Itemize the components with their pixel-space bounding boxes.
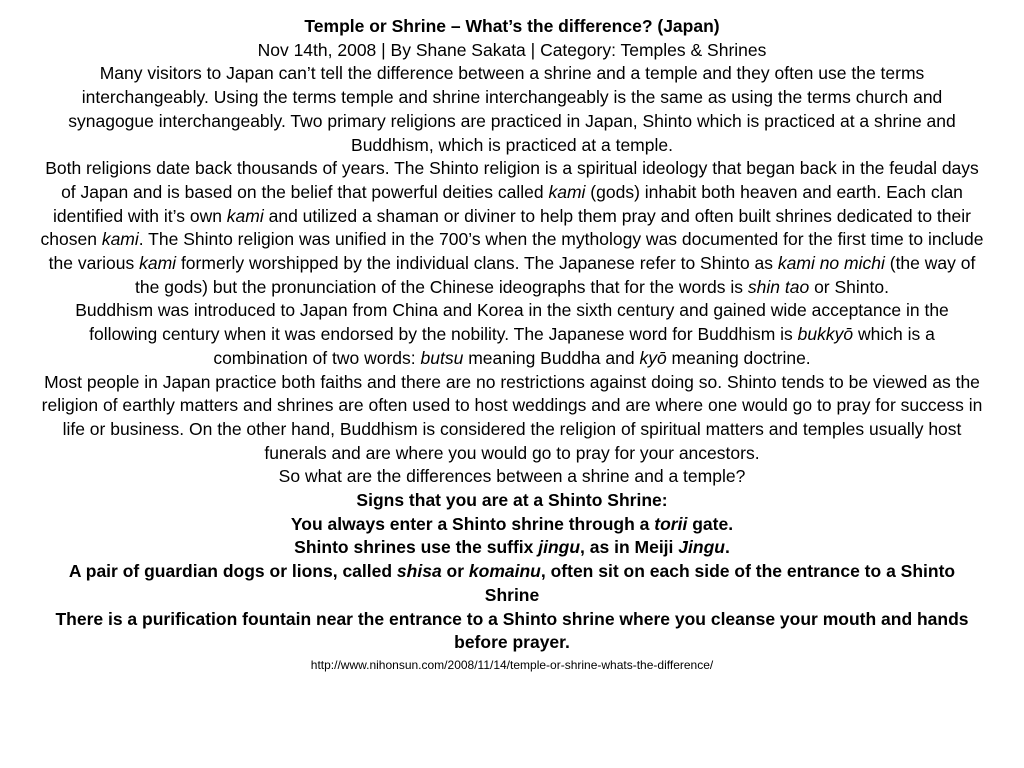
signs-heading: Signs that you are at a Shinto Shrine:	[356, 490, 668, 511]
sign-jingu: Shinto shrines use the suffix jingu, as in Meiji Jingu.	[294, 537, 730, 558]
question-line: So what are the differences between a shrine and a temple?	[278, 466, 746, 487]
article-title: Temple or Shrine – What’s the difference? (Japan)	[304, 16, 720, 36]
paragraph-intro: Many visitors to Japan can’t tell the difference between a shrine and a temple and they often use the terms interchangeably. Using the terms temple and shrine interchangeably is the same as using the terms church and synagogue interchangeably. Two primary religions are practiced in Japan, Shinto which is practiced at a shrine and Buddhism, which is practiced at a temple.	[68, 63, 956, 155]
source-link[interactable]: http://www.nihonsun.com/2008/11/14/temple-or-shrine-whats-the-difference/	[310, 657, 714, 672]
sign-purification: There is a purification fountain near the entrance to a Shinto shrine where you cleanse your mouth and hands before prayer.	[55, 608, 969, 653]
paragraph-both-faiths: Most people in Japan practice both faiths and there are no restrictions against doing so. Shinto tends to be viewed as the religion of earthly matters and shrines are often used to host weddings and are where one would go to pray for success in life or business. On the other hand, Buddhism is considered the religion of spiritual matters and temples usually host funerals and are where you would go to pray for your ancestors.	[41, 371, 983, 463]
sign-torii: You always enter a Shinto shrine through a torii gate.	[290, 513, 734, 534]
article-meta: Nov 14th, 2008 | By Shane Sakata | Category: Temples & Shrines	[257, 39, 767, 60]
paragraph-buddhism: Buddhism was introduced to Japan from China and Korea in the sixth century and gained wide acceptance in the following century when it was endorsed by the nobility. The Japanese word for Buddhism is bukkyō which is a combination of two words: butsu meaning Buddha and kyō meaning doctrine.	[75, 300, 949, 368]
paragraph-shinto-history: Both religions date back thousands of years. The Shinto religion is a spiritual ideology that began back in the feudal days of Japan and is based on the belief that powerful deities called kami (gods) inhabit both heaven and earth. Each clan identified with it’s own kami and utilized a shaman or diviner to help them pray and often built shrines dedicated to their chosen kami. The Shinto religion was unified in the 700’s when the mythology was documented for the first time to include the various kami formerly worshipped by the individual clans. The Japanese refer to Shinto as kami no michi (the way of the gods) but the pronunciation of the Chinese ideographs that for the words is shin tao or Shinto.	[40, 158, 984, 297]
sign-guardians: A pair of guardian dogs or lions, called shisa or komainu, often sit on each side of the entrance to a Shinto Shrine	[68, 561, 956, 605]
